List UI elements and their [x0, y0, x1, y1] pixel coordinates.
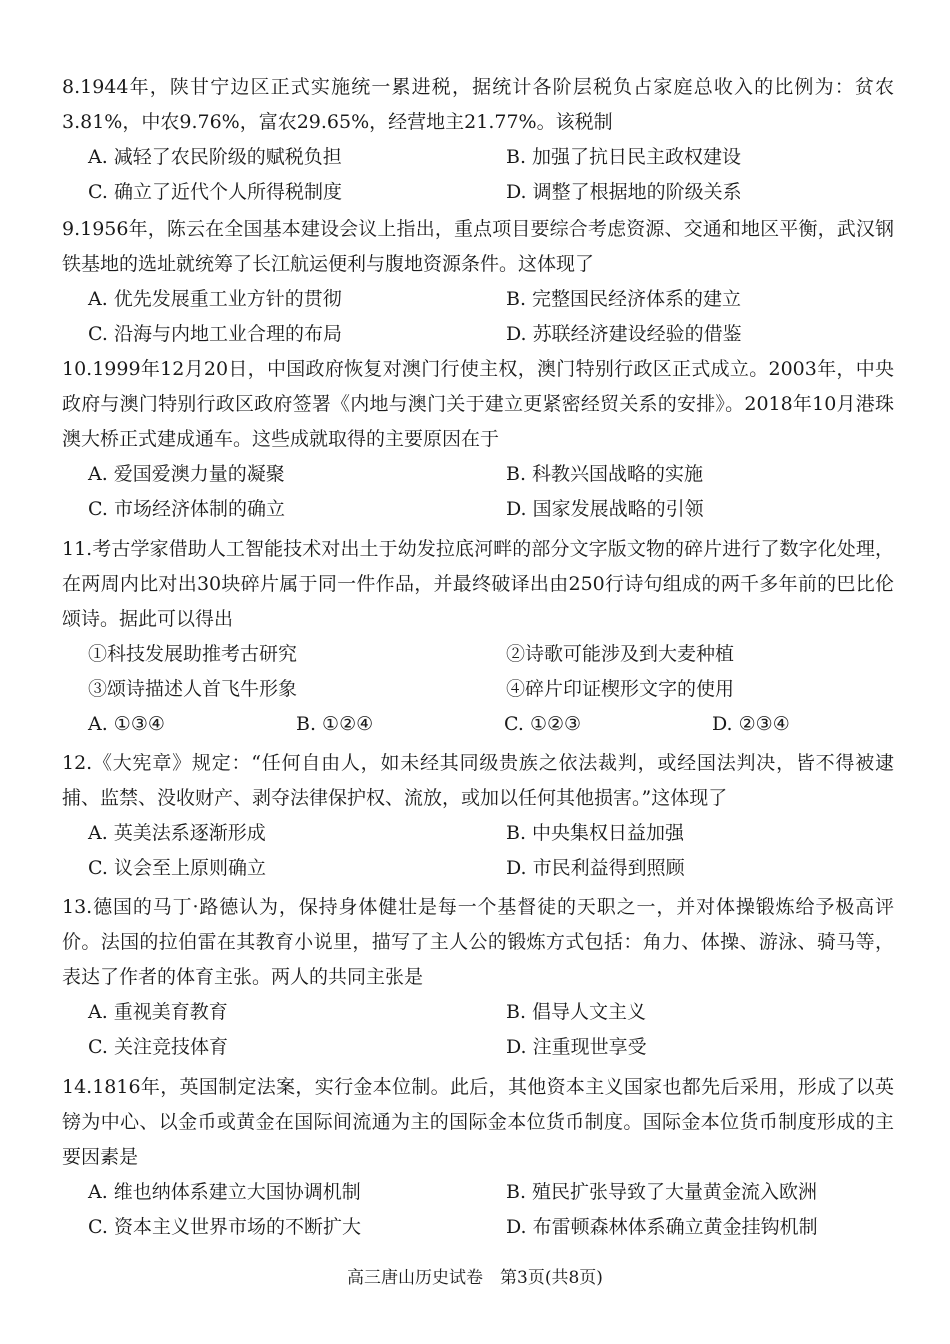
option-a: A. ①③④ — [88, 713, 165, 735]
question-stem: 8.1944年，陕甘宁边区正式实施统一累进税，据统计各阶层税负占家庭总收入的比例为：贫农3.81%，中农9.76%，富农29.65%，经营地主21.77%。该税制 — [62, 76, 894, 133]
option-b: B. ①②④ — [296, 713, 374, 735]
option-d: D. 市民利益得到照顾 — [506, 857, 685, 879]
option-b: B. 完整国民经济体系的建立 — [506, 288, 742, 310]
page-footer: 高三唐山历史试卷 第3页(共8页) — [347, 1268, 603, 1288]
question-12 — [62, 746, 894, 886]
option-d: D. 注重现世享受 — [506, 1036, 647, 1058]
question-14 — [62, 1070, 894, 1245]
option-b: B. 科教兴国战略的实施 — [506, 463, 704, 485]
option-a: A. 减轻了农民阶级的赋税负担 — [88, 146, 342, 168]
option-a: A. 优先发展重工业方针的贯彻 — [88, 288, 342, 310]
question-stem: 13.德国的马丁·路德认为，保持身体健壮是每一个基督徒的天职之一，并对体操锻炼给予极高评价。法国的拉伯雷在其教育小说里，描写了主人公的锻炼方式包括：角力、体操、游泳、骑马等，表达了作者的体育主张。两人的共同主张是 — [62, 896, 894, 988]
option-c: C. 议会至上原则确立 — [88, 857, 266, 879]
option-b: B. 殖民扩张导致了大量黄金流入欧洲 — [506, 1181, 818, 1203]
option-grid — [62, 140, 894, 210]
question-stem: 10.1999年12月20日，中国政府恢复对澳门行使主权，澳门特别行政区正式成立。2003年，中央政府与澳门特别行政区政府签署《内地与澳门关于建立更紧密经贸关系的安排》。2018年10月港珠澳大桥正式建成通车。这些成就取得的主要原因在于 — [62, 358, 894, 450]
option-b: B. 中央集权日益加强 — [506, 822, 685, 844]
option-d: D. 苏联经济建设经验的借鉴 — [506, 323, 742, 345]
option-grid — [62, 457, 894, 527]
option-a: A. 英美法系逐渐形成 — [88, 822, 266, 844]
option-c: C. ①②③ — [504, 713, 582, 735]
question-8 — [62, 70, 894, 210]
option-c: C. 确立了近代个人所得税制度 — [88, 181, 342, 203]
question-stem: 11.考古学家借助人工智能技术对出土于幼发拉底河畔的部分文字版文物的碎片进行了数字化处理，在两周内比对出30块碎片属于同一件作品，并最终破译出由250行诗句组成的两千多年前的巴比伦颂诗。据此可以得出 — [62, 538, 894, 630]
question-13 — [62, 890, 894, 1065]
question-stem: 12.《大宪章》规定：“任何自由人，如未经其同级贵族之依法裁判，或经国法判决，皆不得被逮捕、监禁、没收财产、剥夺法律保护权、流放，或加以任何其他损害。”这体现了 — [62, 752, 894, 809]
option-d: D. 国家发展战略的引领 — [506, 498, 704, 520]
option-grid — [62, 1175, 894, 1245]
option-grid — [62, 816, 894, 886]
question-stem: 9.1956年，陈云在全国基本建设会议上指出，重点项目要综合考虑资源、交通和地区平衡，武汉钢铁基地的选址就统筹了长江航运便利与腹地资源条件。这体现了 — [62, 218, 894, 275]
question-10 — [62, 352, 894, 527]
option-b: B. 倡导人文主义 — [506, 1001, 647, 1023]
statement-3: ③颂诗描述人首飞牛形象 — [88, 678, 298, 700]
statement-grid — [62, 637, 894, 707]
option-d: D. 调整了根据地的阶级关系 — [506, 181, 742, 203]
statement-1: ①科技发展助推考古研究 — [88, 643, 298, 665]
option-c: C. 市场经济体制的确立 — [88, 498, 285, 520]
question-11 — [62, 532, 894, 742]
option-c: C. 沿海与内地工业合理的布局 — [88, 323, 342, 345]
option-c: C. 资本主义世界市场的不断扩大 — [88, 1216, 361, 1238]
option-a: A. 爱国爱澳力量的凝聚 — [88, 463, 285, 485]
option-a: A. 重视美育教育 — [88, 1001, 228, 1023]
option-grid — [62, 995, 894, 1065]
question-9 — [62, 212, 894, 352]
option-grid — [62, 282, 894, 352]
option-a: A. 维也纳体系建立大国协调机制 — [88, 1181, 361, 1203]
statement-2: ②诗歌可能涉及到大麦种植 — [506, 643, 735, 665]
option-c: C. 关注竞技体育 — [88, 1036, 228, 1058]
question-stem: 14.1816年，英国制定法案，实行金本位制。此后，其他资本主义国家也都先后采用，形成了以英镑为中心、以金币或黄金在国际间流通为主的国际金本位货币制度。国际金本位货币制度形成的主要因素是 — [62, 1076, 894, 1168]
option-row — [62, 707, 894, 742]
statement-4: ④碎片印证楔形文字的使用 — [506, 678, 735, 700]
option-d: D. 布雷顿森林体系确立黄金挂钩机制 — [506, 1216, 818, 1238]
option-b: B. 加强了抗日民主政权建设 — [506, 146, 742, 168]
option-d: D. ②③④ — [712, 713, 790, 735]
